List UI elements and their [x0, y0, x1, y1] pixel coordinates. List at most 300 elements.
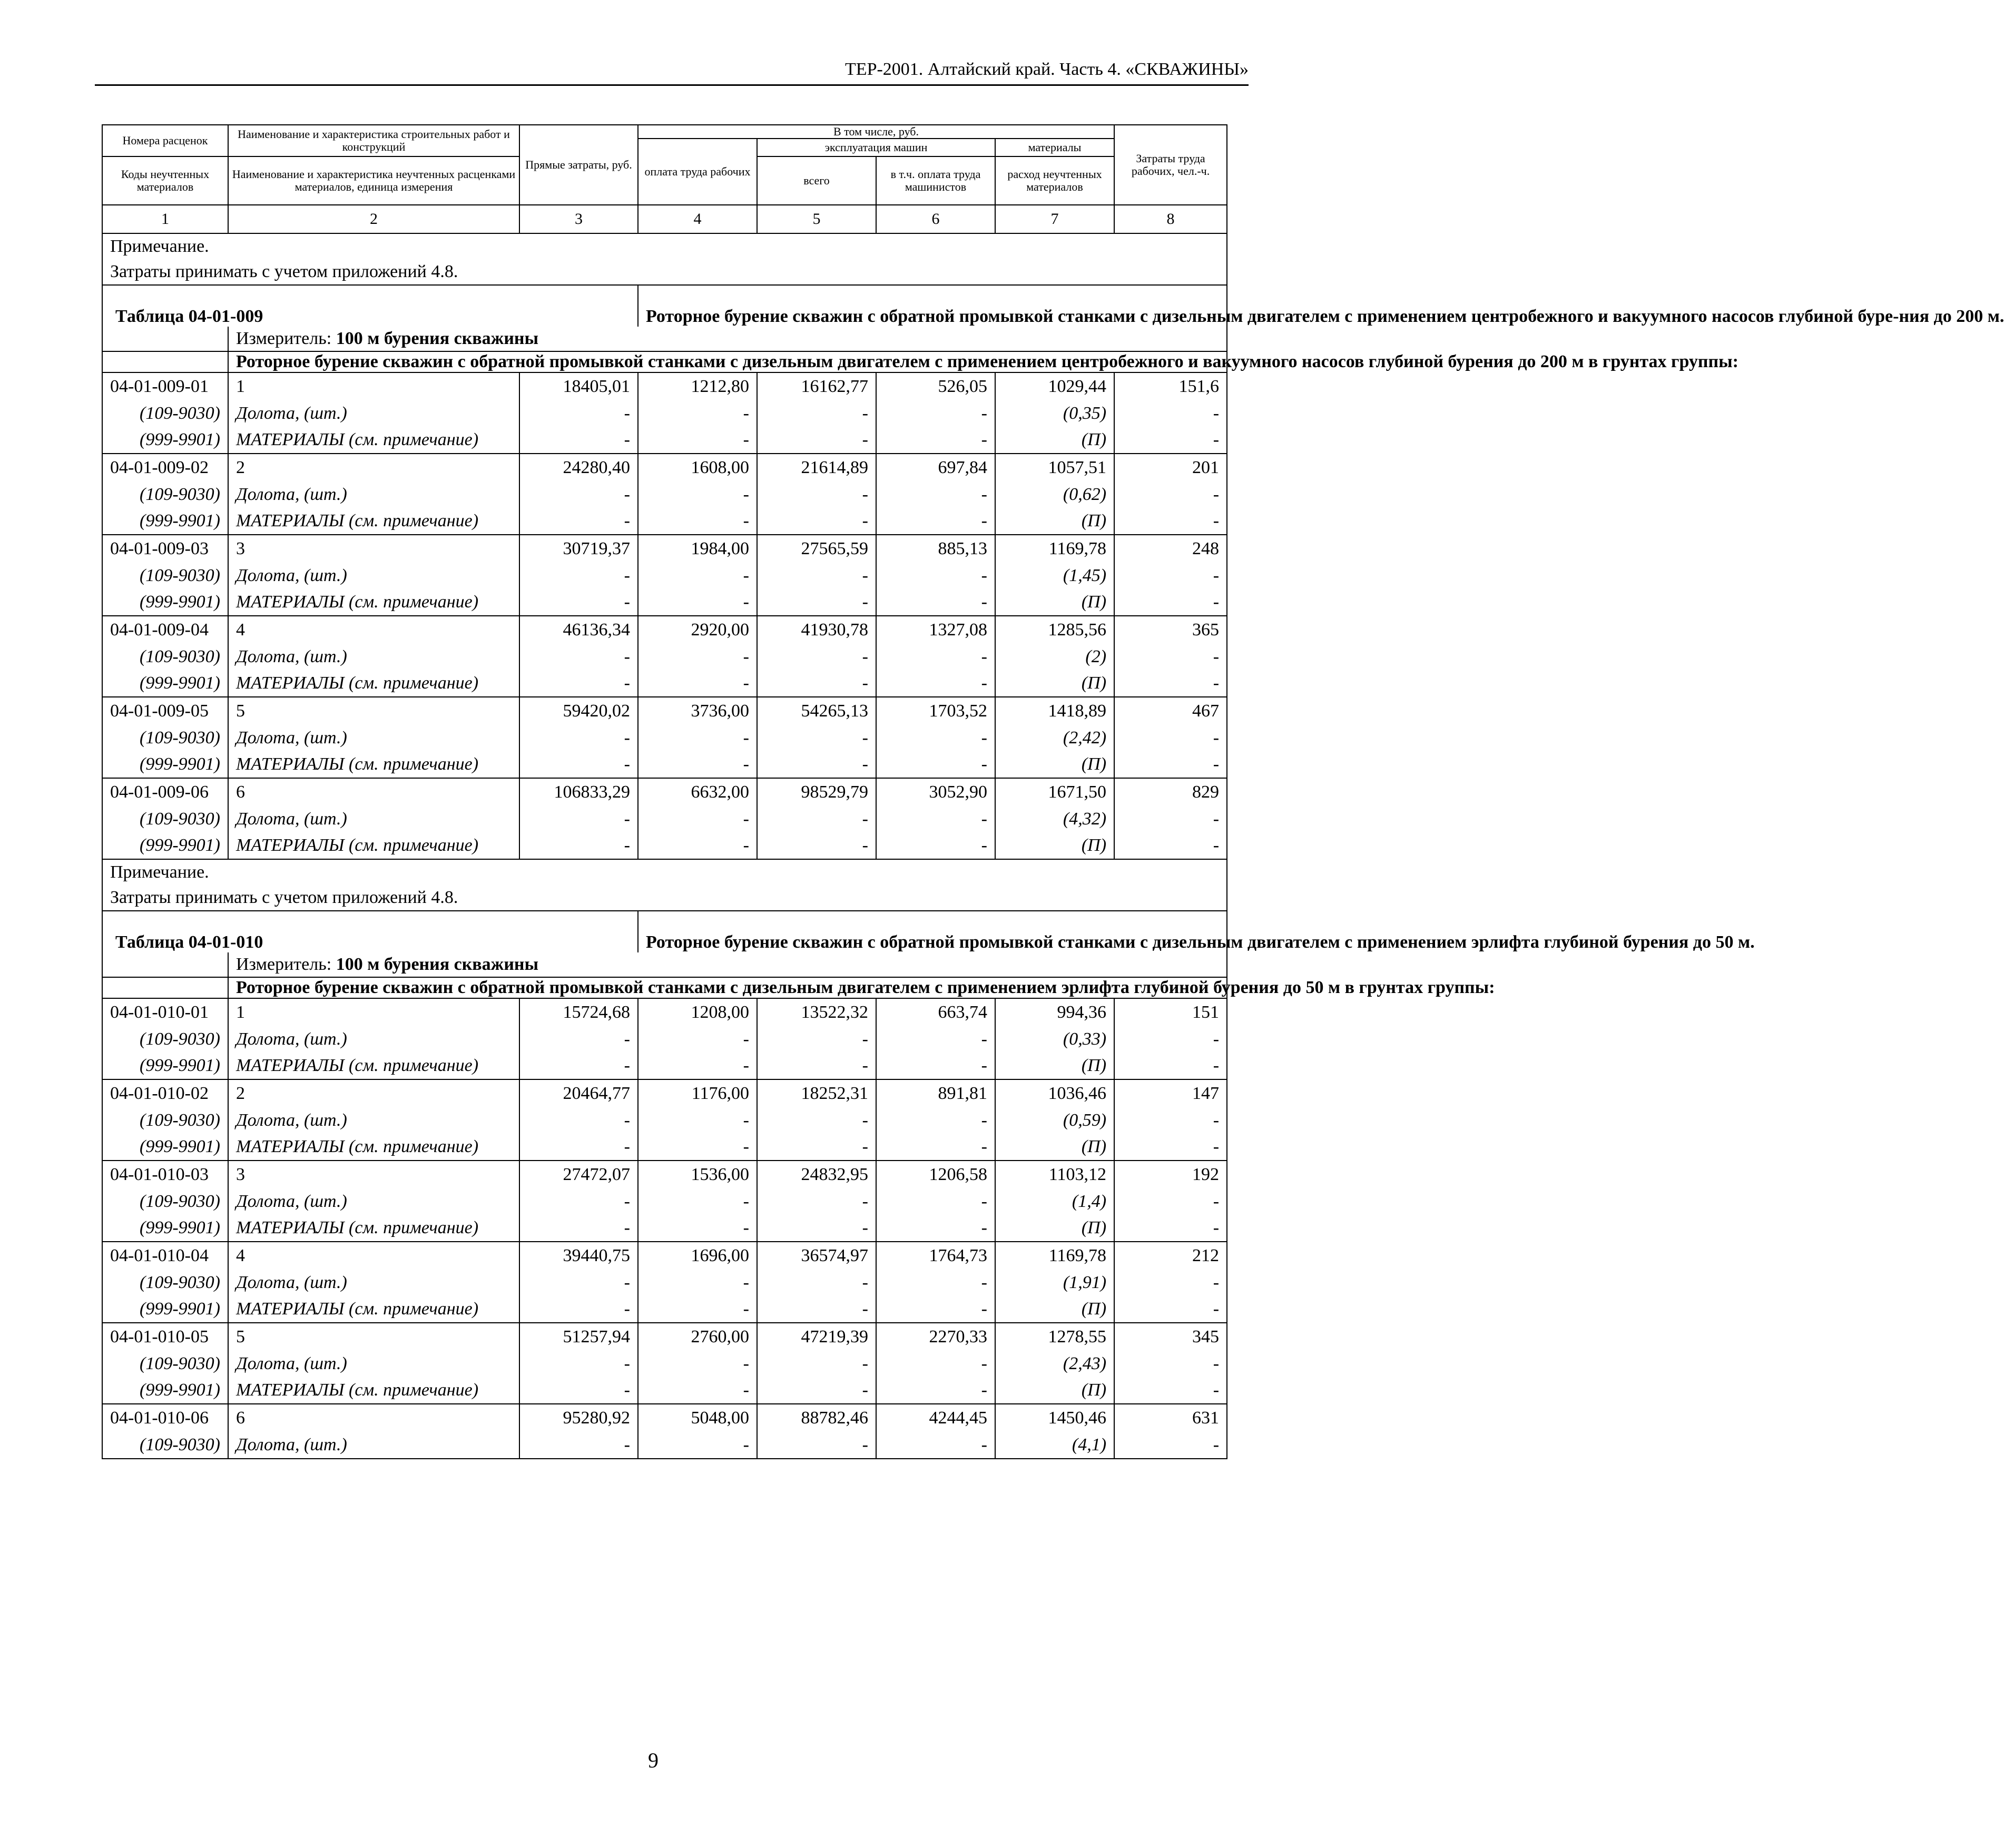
table-row	[102, 400, 1227, 427]
table-row	[102, 1053, 1227, 1079]
machines-total: 54265,13	[757, 697, 876, 725]
empty-value: -	[876, 1351, 995, 1377]
empty-value: -	[1114, 589, 1227, 616]
empty-value: -	[757, 1296, 876, 1323]
empty-value: -	[638, 670, 757, 697]
group-spacer	[102, 977, 228, 998]
empty-value: -	[638, 481, 757, 508]
material-code: (109-9030)	[102, 644, 228, 670]
rate-code: 04-01-010-02	[102, 1079, 228, 1107]
empty-value: -	[757, 400, 876, 427]
table-row	[102, 1323, 1227, 1351]
table-row	[102, 1107, 1227, 1134]
empty-value: -	[519, 670, 638, 697]
running-header: ТЕР-2001. Алтайский край. Часть 4. «СКВАЖИНЫ»	[845, 60, 1249, 79]
col-head-machinist-pay: в т.ч. оплата труда машинистов	[876, 156, 995, 205]
material-quantity: (4,1)	[995, 1432, 1114, 1459]
machines-total: 13522,32	[757, 998, 876, 1026]
empty-value: -	[638, 1026, 757, 1053]
labor: 631	[1114, 1404, 1227, 1432]
material-name: МАТЕРИАЛЫ (см. примечание)	[228, 751, 519, 778]
labor: 365	[1114, 616, 1227, 644]
empty-value: -	[638, 644, 757, 670]
empty-value: -	[876, 1107, 995, 1134]
labor: 212	[1114, 1242, 1227, 1270]
measure-line	[228, 952, 1227, 977]
empty-value: -	[1114, 644, 1227, 670]
worker-pay: 1212,80	[638, 372, 757, 400]
soil-group: 6	[228, 1404, 519, 1432]
rate-code: 04-01-010-04	[102, 1242, 228, 1270]
empty-value: -	[757, 563, 876, 589]
worker-pay: 1208,00	[638, 998, 757, 1026]
rate-code: 04-01-009-06	[102, 778, 228, 806]
materials: 1057,51	[995, 454, 1114, 481]
machinist-pay: 1764,73	[876, 1242, 995, 1270]
machines-total: 24832,95	[757, 1161, 876, 1188]
col-head-material-codes: Коды неучтенных материалов	[102, 156, 228, 205]
material-name: Долота, (шт.)	[228, 1026, 519, 1053]
soil-group: 5	[228, 697, 519, 725]
material-code: (109-9030)	[102, 1107, 228, 1134]
material-quantity: (2,42)	[995, 725, 1114, 751]
soil-group: 6	[228, 778, 519, 806]
soil-group: 2	[228, 454, 519, 481]
labor: 151	[1114, 998, 1227, 1026]
soil-group: 5	[228, 1323, 519, 1351]
empty-value: -	[1114, 1053, 1227, 1079]
empty-value: -	[519, 1188, 638, 1215]
material-code: (109-9030)	[102, 1026, 228, 1053]
empty-value: -	[1114, 832, 1227, 859]
table-row	[102, 998, 1227, 1026]
machines-total: 16162,77	[757, 372, 876, 400]
material-code: (999-9901)	[102, 508, 228, 535]
empty-value: -	[757, 1188, 876, 1215]
empty-value: -	[638, 508, 757, 535]
empty-value: -	[757, 1215, 876, 1242]
soil-group: 4	[228, 1242, 519, 1270]
empty-value: -	[876, 1134, 995, 1161]
worker-pay: 1984,00	[638, 535, 757, 563]
empty-value: -	[1114, 1296, 1227, 1323]
empty-value: -	[638, 806, 757, 832]
table-row	[102, 589, 1227, 616]
empty-value: -	[1114, 1215, 1227, 1242]
empty-value: -	[757, 725, 876, 751]
empty-value: -	[519, 644, 638, 670]
empty-value: -	[1114, 1351, 1227, 1377]
table-number: Таблица 04-01-009	[102, 285, 638, 327]
group-title: Роторное бурение скважин с обратной промывкой станками с дизельным двигателем с применением центробежного и вакуумного насосов глубиной бурения до 200 м в грунтах группы:	[228, 351, 1227, 372]
worker-pay: 2920,00	[638, 616, 757, 644]
empty-value: -	[519, 427, 638, 454]
group-title: Роторное бурение скважин с обратной промывкой станками с дизельным двигателем с применением эрлифта глубиной бурения до 50 м в грунтах группы:	[228, 977, 1227, 998]
col-head-worker-pay: оплата труда рабочих	[638, 139, 757, 205]
material-name: Долота, (шт.)	[228, 481, 519, 508]
empty-value: -	[519, 1270, 638, 1296]
direct-costs: 39440,75	[519, 1242, 638, 1270]
table-row	[102, 535, 1227, 563]
empty-value: -	[1114, 806, 1227, 832]
empty-value: -	[519, 1134, 638, 1161]
material-code: (999-9901)	[102, 751, 228, 778]
empty-value: -	[757, 644, 876, 670]
empty-value: -	[638, 1270, 757, 1296]
machinist-pay: 1327,08	[876, 616, 995, 644]
table-row	[102, 508, 1227, 535]
material-code: (109-9030)	[102, 806, 228, 832]
materials: 1169,78	[995, 1242, 1114, 1270]
col-head-labor: Затраты труда рабочих, чел.-ч.	[1114, 125, 1227, 205]
material-name: МАТЕРИАЛЫ (см. примечание)	[228, 427, 519, 454]
direct-costs: 15724,68	[519, 998, 638, 1026]
empty-value: -	[519, 1432, 638, 1459]
empty-value: -	[519, 1296, 638, 1323]
machinist-pay: 4244,45	[876, 1404, 995, 1432]
empty-value: -	[1114, 1026, 1227, 1053]
table-row	[102, 1270, 1227, 1296]
material-name: Долота, (шт.)	[228, 563, 519, 589]
table-row	[102, 1188, 1227, 1215]
table-title: Роторное бурение скважин с обратной промывкой станками с дизельным двигателем с применением центробежного и вакуумного насосов глубиной буре-ния до 200 м.	[638, 285, 1227, 327]
empty-value: -	[876, 832, 995, 859]
soil-group: 1	[228, 998, 519, 1026]
rates-table	[102, 124, 2004, 1459]
col-number: 5	[757, 205, 876, 233]
material-code: (109-9030)	[102, 1188, 228, 1215]
material-quantity: (0,33)	[995, 1026, 1114, 1053]
table-row	[102, 427, 1227, 454]
material-code: (109-9030)	[102, 1270, 228, 1296]
material-quantity: (4,32)	[995, 806, 1114, 832]
material-quantity: (П)	[995, 508, 1114, 535]
empty-value: -	[519, 481, 638, 508]
rate-code: 04-01-009-02	[102, 454, 228, 481]
material-code: (109-9030)	[102, 481, 228, 508]
col-number: 7	[995, 205, 1114, 233]
col-head-machines-total: всего	[757, 156, 876, 205]
machinist-pay: 526,05	[876, 372, 995, 400]
measure-line	[228, 327, 1227, 351]
material-code: (999-9901)	[102, 589, 228, 616]
labor: 201	[1114, 454, 1227, 481]
empty-value: -	[876, 644, 995, 670]
col-number: 3	[519, 205, 638, 233]
materials: 1169,78	[995, 535, 1114, 563]
col-head-material-names: Наименование и характеристика неучтенных расценками материалов, единица измерения	[228, 156, 519, 205]
machines-total: 98529,79	[757, 778, 876, 806]
table-row	[102, 1026, 1227, 1053]
empty-value: -	[757, 832, 876, 859]
empty-value: -	[876, 427, 995, 454]
material-name: МАТЕРИАЛЫ (см. примечание)	[228, 589, 519, 616]
col-number: 2	[228, 205, 519, 233]
material-quantity: (П)	[995, 751, 1114, 778]
empty-value: -	[519, 832, 638, 859]
material-code: (109-9030)	[102, 725, 228, 751]
col-number: 8	[1114, 205, 1227, 233]
table-row	[102, 670, 1227, 697]
empty-value: -	[519, 508, 638, 535]
machinist-pay: 891,81	[876, 1079, 995, 1107]
material-code: (999-9901)	[102, 427, 228, 454]
table-row	[102, 1432, 1227, 1459]
soil-group: 4	[228, 616, 519, 644]
empty-value: -	[638, 589, 757, 616]
table-row	[102, 1215, 1227, 1242]
worker-pay: 1696,00	[638, 1242, 757, 1270]
labor: 248	[1114, 535, 1227, 563]
rate-code: 04-01-010-06	[102, 1404, 228, 1432]
material-name: Долота, (шт.)	[228, 1432, 519, 1459]
material-quantity: (П)	[995, 589, 1114, 616]
rate-code: 04-01-010-03	[102, 1161, 228, 1188]
materials: 1285,56	[995, 616, 1114, 644]
empty-value: -	[757, 1351, 876, 1377]
direct-costs: 59420,02	[519, 697, 638, 725]
measure-spacer	[102, 327, 228, 351]
worker-pay: 6632,00	[638, 778, 757, 806]
labor: 829	[1114, 778, 1227, 806]
table-row	[102, 778, 1227, 806]
empty-value: -	[757, 427, 876, 454]
material-name: МАТЕРИАЛЫ (см. примечание)	[228, 670, 519, 697]
measure-value: 100 м бурения скважины	[336, 329, 539, 348]
empty-value: -	[757, 1270, 876, 1296]
col-number: 6	[876, 205, 995, 233]
material-quantity: (1,4)	[995, 1188, 1114, 1215]
soil-group: 2	[228, 1079, 519, 1107]
empty-value: -	[876, 481, 995, 508]
material-name: Долота, (шт.)	[228, 725, 519, 751]
worker-pay: 5048,00	[638, 1404, 757, 1432]
empty-value: -	[638, 400, 757, 427]
material-name: Долота, (шт.)	[228, 1107, 519, 1134]
measure-label: Измеритель:	[236, 955, 332, 974]
empty-value: -	[519, 1215, 638, 1242]
empty-value: -	[757, 1107, 876, 1134]
empty-value: -	[1114, 427, 1227, 454]
table-row	[102, 1161, 1227, 1188]
material-code: (999-9901)	[102, 1377, 228, 1404]
empty-value: -	[757, 508, 876, 535]
direct-costs: 95280,92	[519, 1404, 638, 1432]
empty-value: -	[519, 1107, 638, 1134]
material-code: (999-9901)	[102, 832, 228, 859]
table-row	[102, 372, 1227, 400]
empty-value: -	[876, 1270, 995, 1296]
materials: 1450,46	[995, 1404, 1114, 1432]
worker-pay: 1608,00	[638, 454, 757, 481]
empty-value: -	[638, 832, 757, 859]
empty-value: -	[638, 427, 757, 454]
rate-code: 04-01-009-01	[102, 372, 228, 400]
rate-code: 04-01-009-04	[102, 616, 228, 644]
table-body	[102, 125, 2004, 1459]
material-code: (109-9030)	[102, 563, 228, 589]
table-row	[102, 481, 1227, 508]
empty-value: -	[519, 1026, 638, 1053]
table-row	[102, 725, 1227, 751]
empty-value: -	[876, 589, 995, 616]
empty-value: -	[519, 589, 638, 616]
empty-value: -	[876, 400, 995, 427]
machines-total: 21614,89	[757, 454, 876, 481]
empty-value: -	[876, 1296, 995, 1323]
empty-value: -	[1114, 670, 1227, 697]
materials: 1036,46	[995, 1079, 1114, 1107]
direct-costs: 46136,34	[519, 616, 638, 644]
empty-value: -	[1114, 1377, 1227, 1404]
empty-value: -	[1114, 751, 1227, 778]
soil-group: 3	[228, 535, 519, 563]
empty-value: -	[1114, 1188, 1227, 1215]
material-name: Долота, (шт.)	[228, 1270, 519, 1296]
material-quantity: (П)	[995, 1053, 1114, 1079]
material-quantity: (П)	[995, 1296, 1114, 1323]
worker-pay: 3736,00	[638, 697, 757, 725]
header-rule	[95, 84, 1249, 86]
empty-value: -	[638, 1377, 757, 1404]
material-quantity: (2,43)	[995, 1351, 1114, 1377]
table-row	[102, 644, 1227, 670]
materials: 1103,12	[995, 1161, 1114, 1188]
soil-group: 1	[228, 372, 519, 400]
machinist-pay: 1703,52	[876, 697, 995, 725]
empty-value: -	[1114, 563, 1227, 589]
material-code: (999-9901)	[102, 1134, 228, 1161]
material-name: МАТЕРИАЛЫ (см. примечание)	[228, 508, 519, 535]
empty-value: -	[519, 725, 638, 751]
labor: 147	[1114, 1079, 1227, 1107]
table-number: Таблица 04-01-010	[102, 911, 638, 952]
rate-code: 04-01-009-05	[102, 697, 228, 725]
empty-value: -	[1114, 1134, 1227, 1161]
material-code: (109-9030)	[102, 1351, 228, 1377]
worker-pay: 1536,00	[638, 1161, 757, 1188]
empty-value: -	[757, 481, 876, 508]
material-name: Долота, (шт.)	[228, 1351, 519, 1377]
material-name: МАТЕРИАЛЫ (см. примечание)	[228, 1053, 519, 1079]
machines-total: 47219,39	[757, 1323, 876, 1351]
material-name: Долота, (шт.)	[228, 1188, 519, 1215]
empty-value: -	[638, 563, 757, 589]
machines-total: 18252,31	[757, 1079, 876, 1107]
machines-total: 41930,78	[757, 616, 876, 644]
col-number: 4	[638, 205, 757, 233]
col-number: 1	[102, 205, 228, 233]
table-row	[102, 697, 1227, 725]
empty-value: -	[638, 1296, 757, 1323]
empty-value: -	[1114, 481, 1227, 508]
rate-code: 04-01-009-03	[102, 535, 228, 563]
empty-value: -	[876, 1377, 995, 1404]
machinist-pay: 2270,33	[876, 1323, 995, 1351]
empty-value: -	[757, 1134, 876, 1161]
empty-value: -	[519, 400, 638, 427]
material-code: (999-9901)	[102, 670, 228, 697]
material-quantity: (П)	[995, 1134, 1114, 1161]
labor: 467	[1114, 697, 1227, 725]
empty-value: -	[757, 1432, 876, 1459]
empty-value: -	[876, 725, 995, 751]
direct-costs: 27472,07	[519, 1161, 638, 1188]
material-quantity: (2)	[995, 644, 1114, 670]
empty-value: -	[757, 1377, 876, 1404]
measure-value: 100 м бурения скважины	[336, 955, 539, 974]
material-quantity: (П)	[995, 427, 1114, 454]
labor: 151,6	[1114, 372, 1227, 400]
materials: 1029,44	[995, 372, 1114, 400]
empty-value: -	[519, 806, 638, 832]
worker-pay: 2760,00	[638, 1323, 757, 1351]
material-code: (999-9901)	[102, 1296, 228, 1323]
empty-value: -	[519, 1377, 638, 1404]
material-quantity: (1,91)	[995, 1270, 1114, 1296]
empty-value: -	[876, 1053, 995, 1079]
empty-value: -	[757, 670, 876, 697]
worker-pay: 1176,00	[638, 1079, 757, 1107]
col-head-materials: материалы	[995, 139, 1114, 156]
col-head-machines: эксплуатация машин	[757, 139, 995, 156]
materials: 1671,50	[995, 778, 1114, 806]
machinist-pay: 885,13	[876, 535, 995, 563]
machinist-pay: 1206,58	[876, 1161, 995, 1188]
material-name: МАТЕРИАЛЫ (см. примечание)	[228, 832, 519, 859]
material-name: МАТЕРИАЛЫ (см. примечание)	[228, 1296, 519, 1323]
col-head-rate-number: Номера расценок	[102, 125, 228, 156]
material-quantity: (0,62)	[995, 481, 1114, 508]
soil-group: 3	[228, 1161, 519, 1188]
direct-costs: 106833,29	[519, 778, 638, 806]
materials: 1278,55	[995, 1323, 1114, 1351]
material-code: (109-9030)	[102, 1432, 228, 1459]
material-name: Долота, (шт.)	[228, 644, 519, 670]
table-row	[102, 1377, 1227, 1404]
material-quantity: (П)	[995, 1377, 1114, 1404]
table-row	[102, 454, 1227, 481]
note-text: Затраты принимать с учетом приложений 4.8.	[102, 885, 1227, 911]
machines-total: 27565,59	[757, 535, 876, 563]
empty-value: -	[638, 1432, 757, 1459]
material-quantity: (0,59)	[995, 1107, 1114, 1134]
col-head-direct-costs: Прямые затраты, руб.	[519, 125, 638, 205]
empty-value: -	[519, 751, 638, 778]
material-code: (109-9030)	[102, 400, 228, 427]
direct-costs: 18405,01	[519, 372, 638, 400]
empty-value: -	[876, 1026, 995, 1053]
labor: 192	[1114, 1161, 1227, 1188]
material-quantity: (П)	[995, 670, 1114, 697]
table-title-block	[102, 911, 1227, 952]
table-row	[102, 1296, 1227, 1323]
empty-value: -	[876, 670, 995, 697]
machines-total: 36574,97	[757, 1242, 876, 1270]
empty-value: -	[757, 751, 876, 778]
empty-value: -	[757, 589, 876, 616]
note-label: Примечание.	[102, 859, 1227, 885]
table-row	[102, 616, 1227, 644]
empty-value: -	[638, 725, 757, 751]
col-head-including: В том числе, руб.	[638, 125, 1114, 139]
table-row	[102, 563, 1227, 589]
note-label: Примечание.	[102, 233, 1227, 259]
material-quantity: (П)	[995, 1215, 1114, 1242]
table-row	[102, 1079, 1227, 1107]
material-code: (999-9901)	[102, 1215, 228, 1242]
table-row	[102, 1134, 1227, 1161]
